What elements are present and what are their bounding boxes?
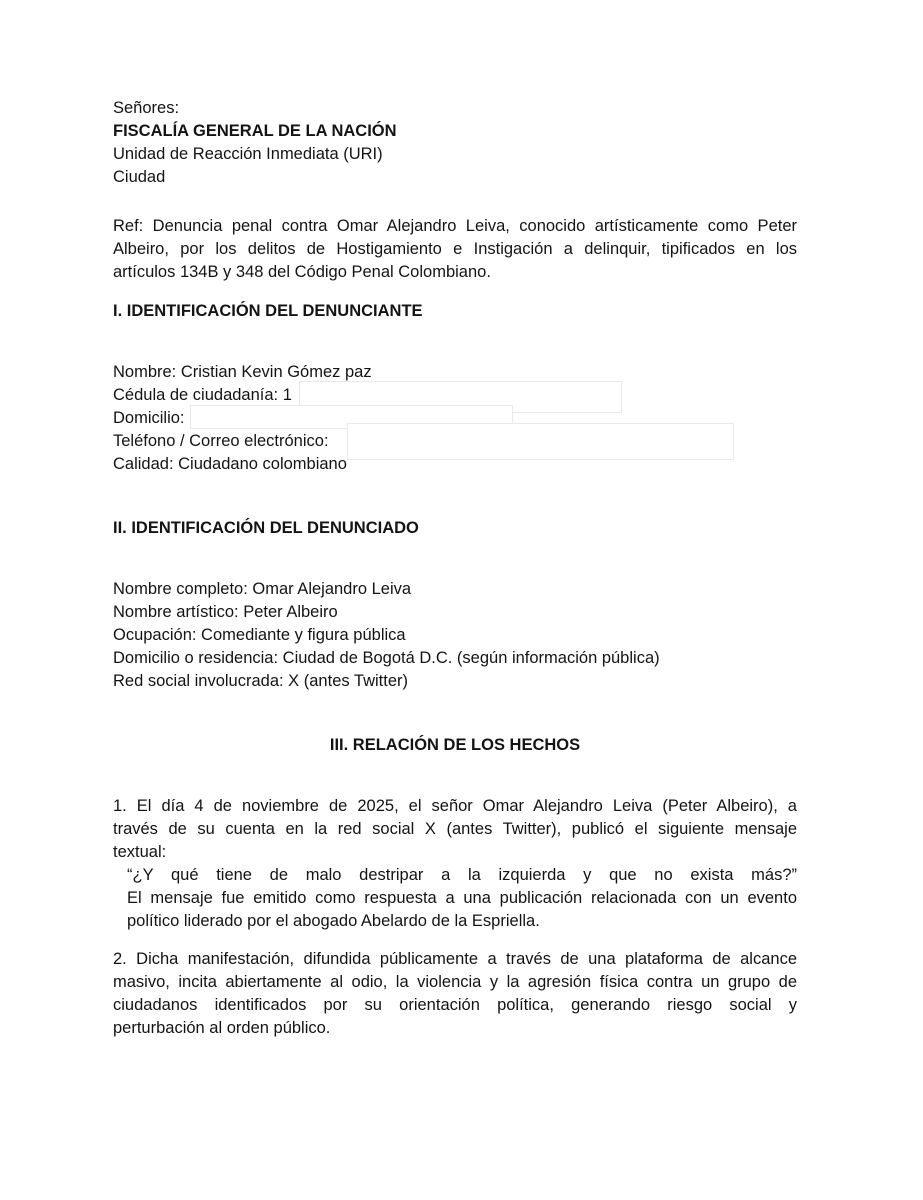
- letter-header: [113, 97, 797, 189]
- ref-line: Ref: Denuncia penal contra Omar Alejandro Leiva, conocido artísticamente como Peter: [113, 217, 797, 235]
- redaction-box-contact: [347, 423, 734, 460]
- accused-residence: Domicilio o residencia: Ciudad de Bogotá D.C. (según información pública): [113, 649, 660, 667]
- reference-paragraph: [113, 215, 797, 284]
- salutation: Señores:: [113, 99, 180, 117]
- fact-1-line: 1. El día 4 de noviembre de 2025, el señor Omar Alejandro Leiva (Peter Albeiro), a: [113, 797, 797, 815]
- ref-line: Albeiro, por los delitos de Hostigamiento e Instigación a delinquir, tipificados en los: [113, 240, 797, 258]
- quoted-message: “¿Y qué tiene de malo destripar a la izquierda y que no exista más?”: [127, 866, 797, 884]
- section-3-title: III. RELACIÓN DE LOS HECHOS: [329, 736, 581, 754]
- fact-2-line: ciudadanos identificados por su orientación política, generando riesgo social y: [113, 996, 797, 1014]
- section-2-title: II. IDENTIFICACIÓN DEL DENUNCIADO: [113, 519, 419, 537]
- complainant-id: Cédula de ciudadanía: 1: [113, 386, 292, 404]
- fact-2-line: 2. Dicha manifestación, difundida públicamente a través de una plataforma de alcance: [113, 950, 797, 968]
- accused-social-network: Red social involucrada: X (antes Twitter): [113, 672, 408, 690]
- fact-1-line: través de su cuenta en la red social X (antes Twitter), publicó el siguiente mensaje: [113, 820, 797, 838]
- accused-full-name: Nombre completo: Omar Alejandro Leiva: [113, 580, 412, 598]
- section-1-title: I. IDENTIFICACIÓN DEL DENUNCIANTE: [113, 302, 423, 320]
- ref-line: artículos 134B y 348 del Código Penal Colombiano.: [113, 263, 491, 281]
- fact-1-paragraph: [113, 795, 797, 864]
- fact-2-line: perturbación al orden público.: [113, 1019, 331, 1037]
- complainant-quality: Calidad: Ciudadano colombiano: [113, 455, 347, 473]
- complainant-name: Nombre: Cristian Kevin Gómez paz: [113, 363, 372, 381]
- fact-1-quote: [113, 864, 797, 887]
- fact-2-paragraph: [113, 948, 797, 1040]
- fact-2-line: masivo, incita abiertamente al odio, la violencia y la agresión física contra un grupo de: [113, 973, 797, 991]
- unit-name: Unidad de Reacción Inmediata (URI): [113, 145, 383, 163]
- accused-details: [113, 578, 797, 693]
- fact-1b-line: El mensaje fue emitido como respuesta a una publicación relacionada con un evento: [127, 889, 797, 907]
- accused-stage-name: Nombre artístico: Peter Albeiro: [113, 603, 338, 621]
- institution-name: FISCALÍA GENERAL DE LA NACIÓN: [113, 122, 397, 140]
- fact-1-line: textual:: [113, 843, 167, 861]
- fact-1b-line: político liderado por el abogado Abelardo de la Espriella.: [127, 912, 540, 930]
- city: Ciudad: [113, 168, 166, 186]
- accused-occupation: Ocupación: Comediante y figura pública: [113, 626, 406, 644]
- complainant-contact: Teléfono / Correo electrónico:: [113, 432, 329, 450]
- fact-1-continuation: [113, 887, 797, 933]
- complainant-address: Domicilio:: [113, 409, 185, 427]
